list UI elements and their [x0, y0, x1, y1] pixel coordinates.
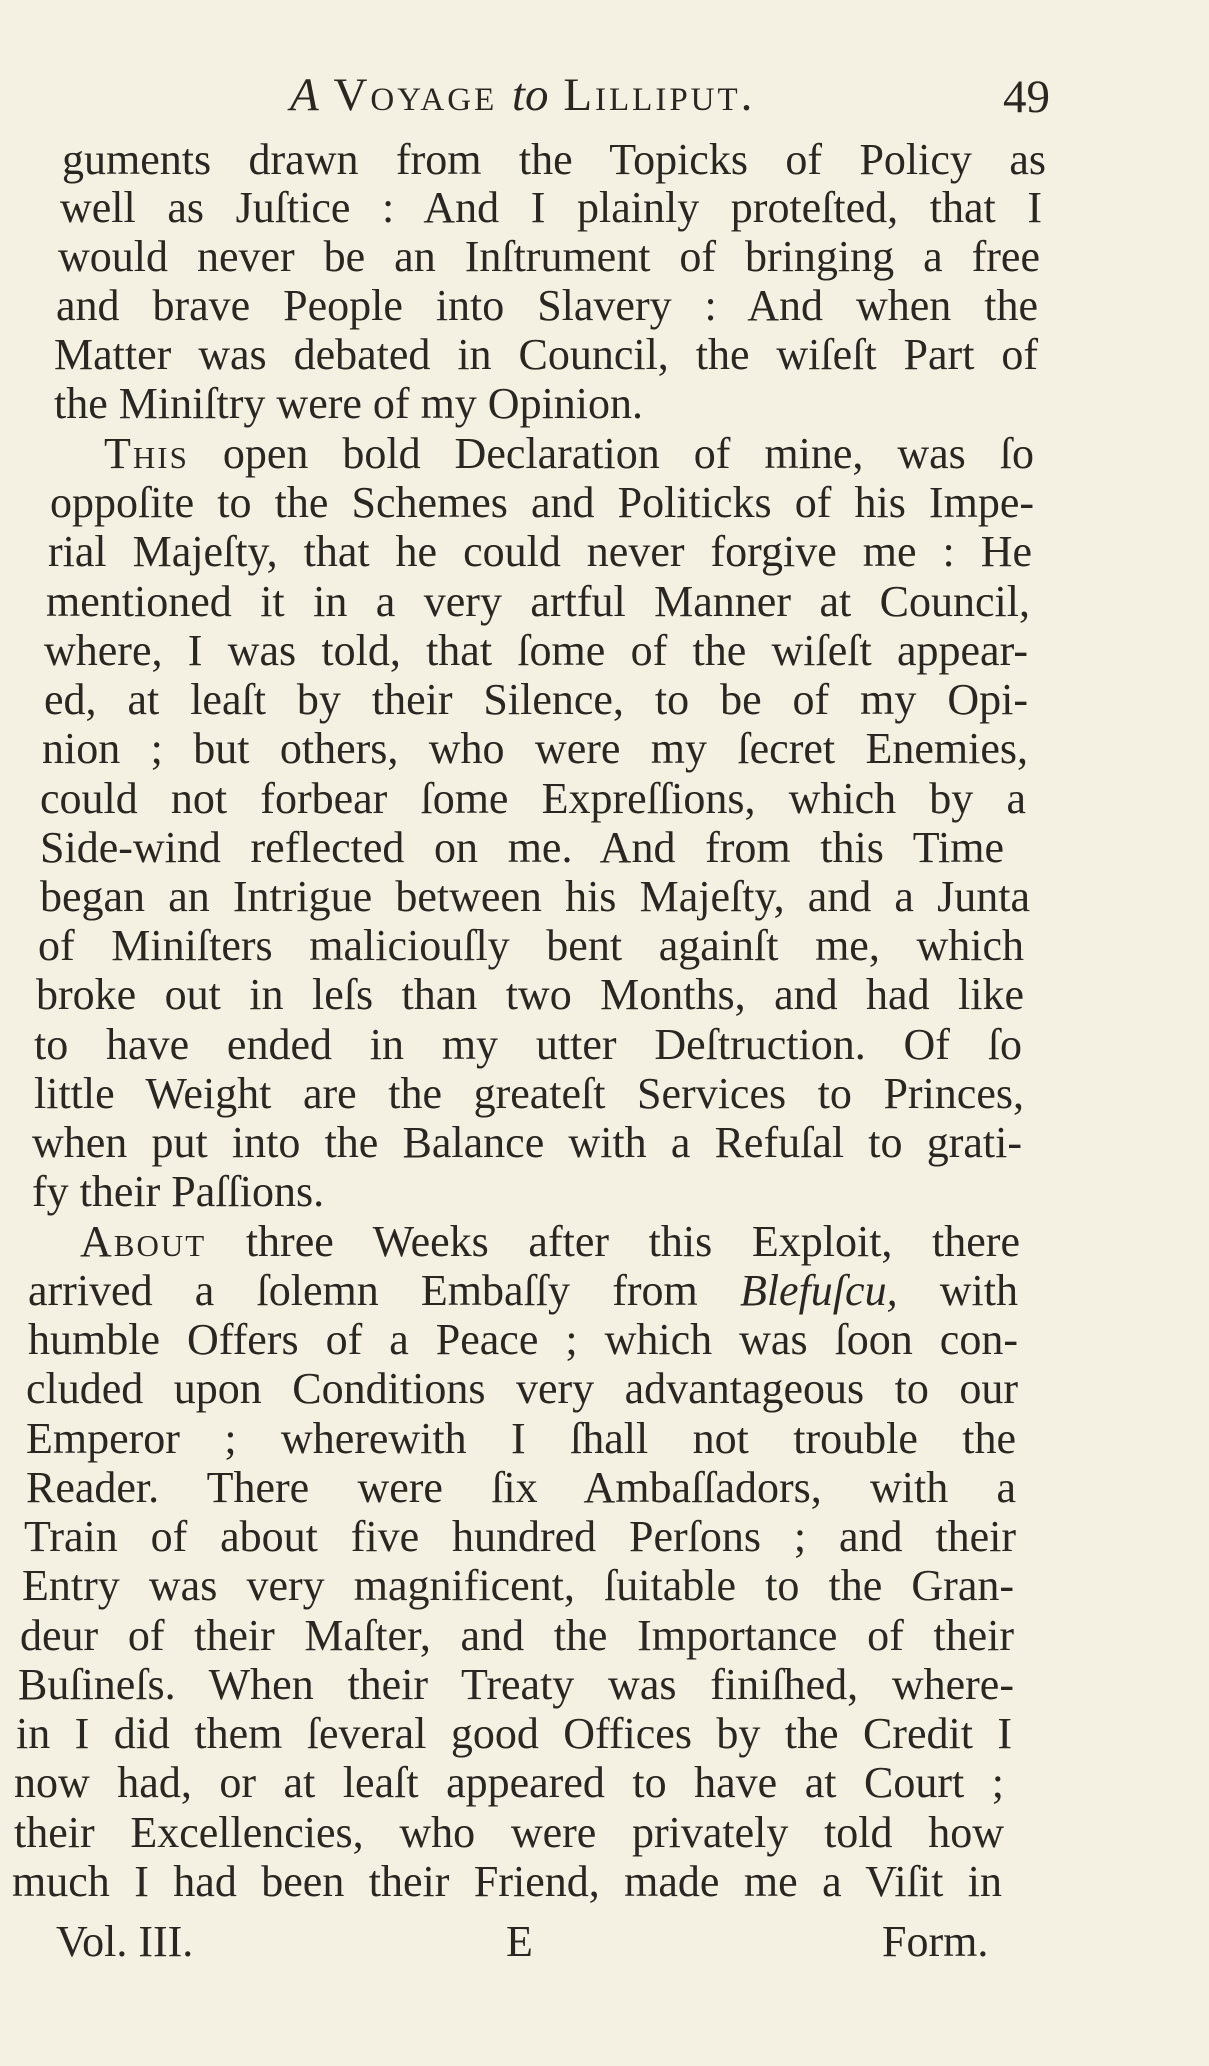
text-line: much I had been their Friend, made me a Viſit in	[12, 1857, 1002, 1906]
text-line: to have ended in my utter Deſtruction. Of ſo	[34, 1020, 1022, 1069]
text-line: Entry was very magnificent, ſuitable to the Gran-	[22, 1561, 1014, 1610]
text-line: in I did them ſeveral good Offices by the Credit I	[16, 1709, 1012, 1758]
page-number: 49	[1003, 71, 1050, 123]
text-line: guments drawn from the Topicks of Policy as	[62, 135, 1046, 184]
text-line: deur of their Maſter, and the Importance of their	[20, 1611, 1014, 1660]
text-line: Train of about five hundred Perſons ; and their	[24, 1512, 1016, 1561]
text-line: Matter was debated in Council, the wiſeſt Part of	[54, 330, 1038, 379]
text-line: where, I was told, that ſome of the wiſeſt appear-	[44, 626, 1028, 675]
text-line: oppoſite to the Schemes and Politicks of his Impe-	[50, 478, 1034, 527]
text-line: the Miniſtry were of my Opinion.	[54, 379, 644, 428]
text-line: now had, or at leaſt appeared to have at Court ;	[14, 1758, 1004, 1807]
text-line: Buſineſs. When their Treaty was finiſhed, where-	[18, 1660, 1014, 1709]
text-line: and brave People into Slavery : And when the	[56, 281, 1038, 330]
text-line: could not forbear ſome Expreſſions, which by a	[40, 774, 1026, 823]
text-line: of Miniſters maliciouſly bent againſt me, which	[38, 921, 1024, 970]
paragraph-start-line: About three Weeks after this Exploit, there	[80, 1217, 1020, 1266]
text-line: humble Offers of a Peace ; which was ſoon con-	[28, 1315, 1018, 1364]
text-line: rial Majeſty, that he could never forgive me : He	[48, 527, 1032, 576]
text-line: their Excellencies, who were privately told how	[14, 1808, 1004, 1857]
text-line: well as Juſtice : And I plainly proteſted, that I	[60, 183, 1042, 232]
running-head	[290, 62, 1050, 132]
text-line: began an Intrigue between his Majeſty, and a Junta	[40, 872, 1030, 921]
text-line: when put into the Balance with a Refuſal to grati-	[32, 1118, 1022, 1167]
text-line: mentioned it in a very artful Manner at Council,	[46, 577, 1030, 626]
signature-mark: E	[506, 1917, 533, 1966]
text-line: little Weight are the greateſt Services to Princes,	[34, 1069, 1024, 1118]
paragraph-start-line: This open bold Declaration of mine, was ſo	[104, 429, 1035, 478]
text-line: would never be an Inſtrument of bringing a free	[58, 232, 1040, 281]
text-line: Emperor ; wherewith I ſhall not trouble the	[26, 1414, 1016, 1463]
text-line: cluded upon Conditions very advantageous to our	[26, 1364, 1018, 1413]
catchword: Form.	[882, 1917, 989, 1966]
text-line: broke out in leſs than two Months, and had like	[36, 970, 1024, 1019]
running-title: A Voyage to Lilliput.	[290, 69, 756, 121]
text-line: Side-wind reflected on me. And from this Time	[40, 823, 1004, 872]
text-line: nion ; but others, who were my ſecret Enemies,	[42, 724, 1028, 773]
volume-mark: Vol. III.	[56, 1917, 194, 1966]
text-line: fy their Paſſions.	[32, 1167, 325, 1216]
text-line: arrived a ſolemn Embaſſy from Blefuſcu, with	[28, 1266, 1018, 1315]
text-line: ed, at leaſt by their Silence, to be of my Opi-	[44, 675, 1028, 724]
text-line: Reader. There were ſix Ambaſſadors, with a	[26, 1463, 1016, 1512]
